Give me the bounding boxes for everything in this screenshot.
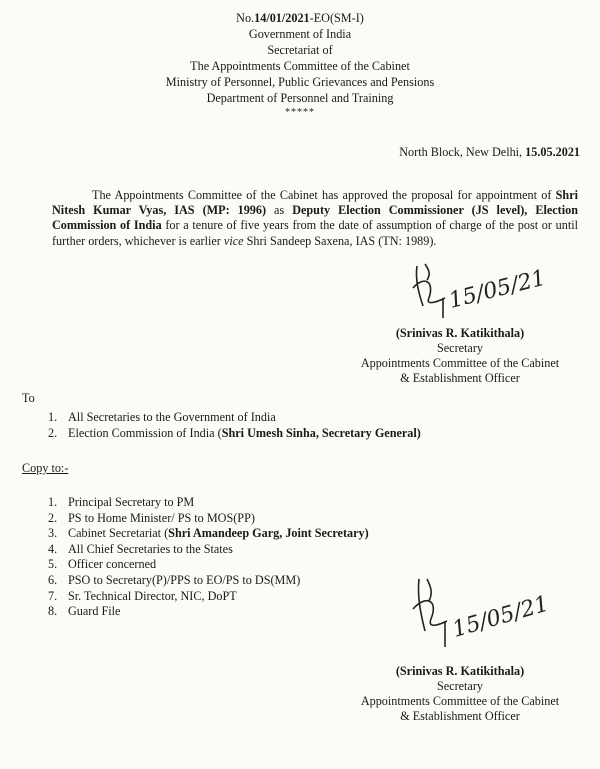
- signatory-office-3: Appointments Committee of the Cabinet: [360, 694, 560, 708]
- list-item: 3. Cabinet Secretariat (Shri Amandeep Garg, Joint Secretary): [48, 526, 369, 541]
- ministry-line: Ministry of Personnel, Public Grievances and Pensions: [165, 75, 435, 89]
- list-item: 2. PS to Home Minister/ PS to MOS(PP): [48, 510, 255, 525]
- date: 15.05.2021: [525, 145, 580, 159]
- committee-line: The Appointments Committee of the Cabinet: [190, 59, 410, 73]
- signatory-name-1: (Srinivas R. Katikithala): [395, 326, 525, 340]
- appointee-name: Shri Nitesh Kumar Vyas, IAS (MP: 1996): [52, 188, 578, 218]
- to-label: To: [22, 391, 35, 405]
- signatory-designation-1: Secretary: [436, 341, 483, 355]
- vice-word: vice: [223, 233, 244, 248]
- list-item: 7. Sr. Technical Director, NIC, DoPT: [48, 588, 237, 603]
- stars-divider: *****: [285, 107, 315, 118]
- body-text-4: Shri Sandeep Saxena, IAS (TN: 1989).: [243, 233, 437, 248]
- list-item: 2. Election Commission of India (Shri Umesh Sinha, Secretary General): [48, 425, 421, 440]
- signatory-name-2: (Srinivas R. Katikithala): [395, 664, 525, 678]
- list-item: 6. PSO to Secretary(P)/PPS to EO/PS to DS(MM): [48, 572, 301, 587]
- secretariat-line: Secretariat of: [267, 43, 333, 57]
- copy-to-label: Copy to:-: [22, 461, 69, 475]
- signature-block-1: [320, 326, 600, 386]
- place-date: [399, 145, 580, 160]
- to-list: [48, 410, 421, 441]
- handwritten-date-1: 15/05/21: [446, 265, 549, 314]
- signature-handwritten-2: [395, 575, 552, 665]
- signatory-office-4: & Establishment Officer: [400, 709, 520, 723]
- signatory-office-2: & Establishment Officer: [400, 371, 520, 385]
- signatory-office-1: Appointments Committee of the Cabinet: [360, 356, 560, 370]
- body-paragraph: [52, 188, 578, 249]
- file-number-suffix: -EO(SM-I): [309, 11, 364, 25]
- list-item: 8. Guard File: [48, 604, 121, 619]
- place: North Block, New Delhi,: [399, 145, 526, 159]
- body-text-1: The Appointments Committee of the Cabinet has approved the proposal for appointment of: [92, 188, 556, 202]
- signature-block-2: [320, 664, 600, 724]
- file-number-bold: 14/01/2021: [254, 11, 310, 25]
- signature-handwritten-1: [395, 258, 549, 328]
- file-number-prefix: No.: [236, 11, 255, 25]
- government-line: Government of India: [248, 27, 352, 41]
- list-item: 1. All Secretaries to the Government of India: [48, 410, 276, 424]
- handwritten-date-2: 15/05/21: [449, 591, 552, 643]
- signatory-designation-2: Secretary: [436, 679, 483, 693]
- list-item: 1. Principal Secretary to PM: [48, 495, 195, 509]
- department-line: Department of Personnel and Training: [206, 91, 394, 105]
- copy-list: [48, 495, 369, 620]
- list-item: 4. All Chief Secretaries to the States: [48, 541, 233, 556]
- post-title: Deputy Election Commissioner (JS level), Election Commission of India: [52, 203, 578, 233]
- file-number: [0, 11, 600, 26]
- list-item: 5. Officer concerned: [48, 557, 157, 572]
- body-text-2: as: [266, 203, 293, 218]
- body-text-3: for a tenure of five years from the date of assumption of charge of the post or until further orders, whichever is earlier: [52, 218, 579, 248]
